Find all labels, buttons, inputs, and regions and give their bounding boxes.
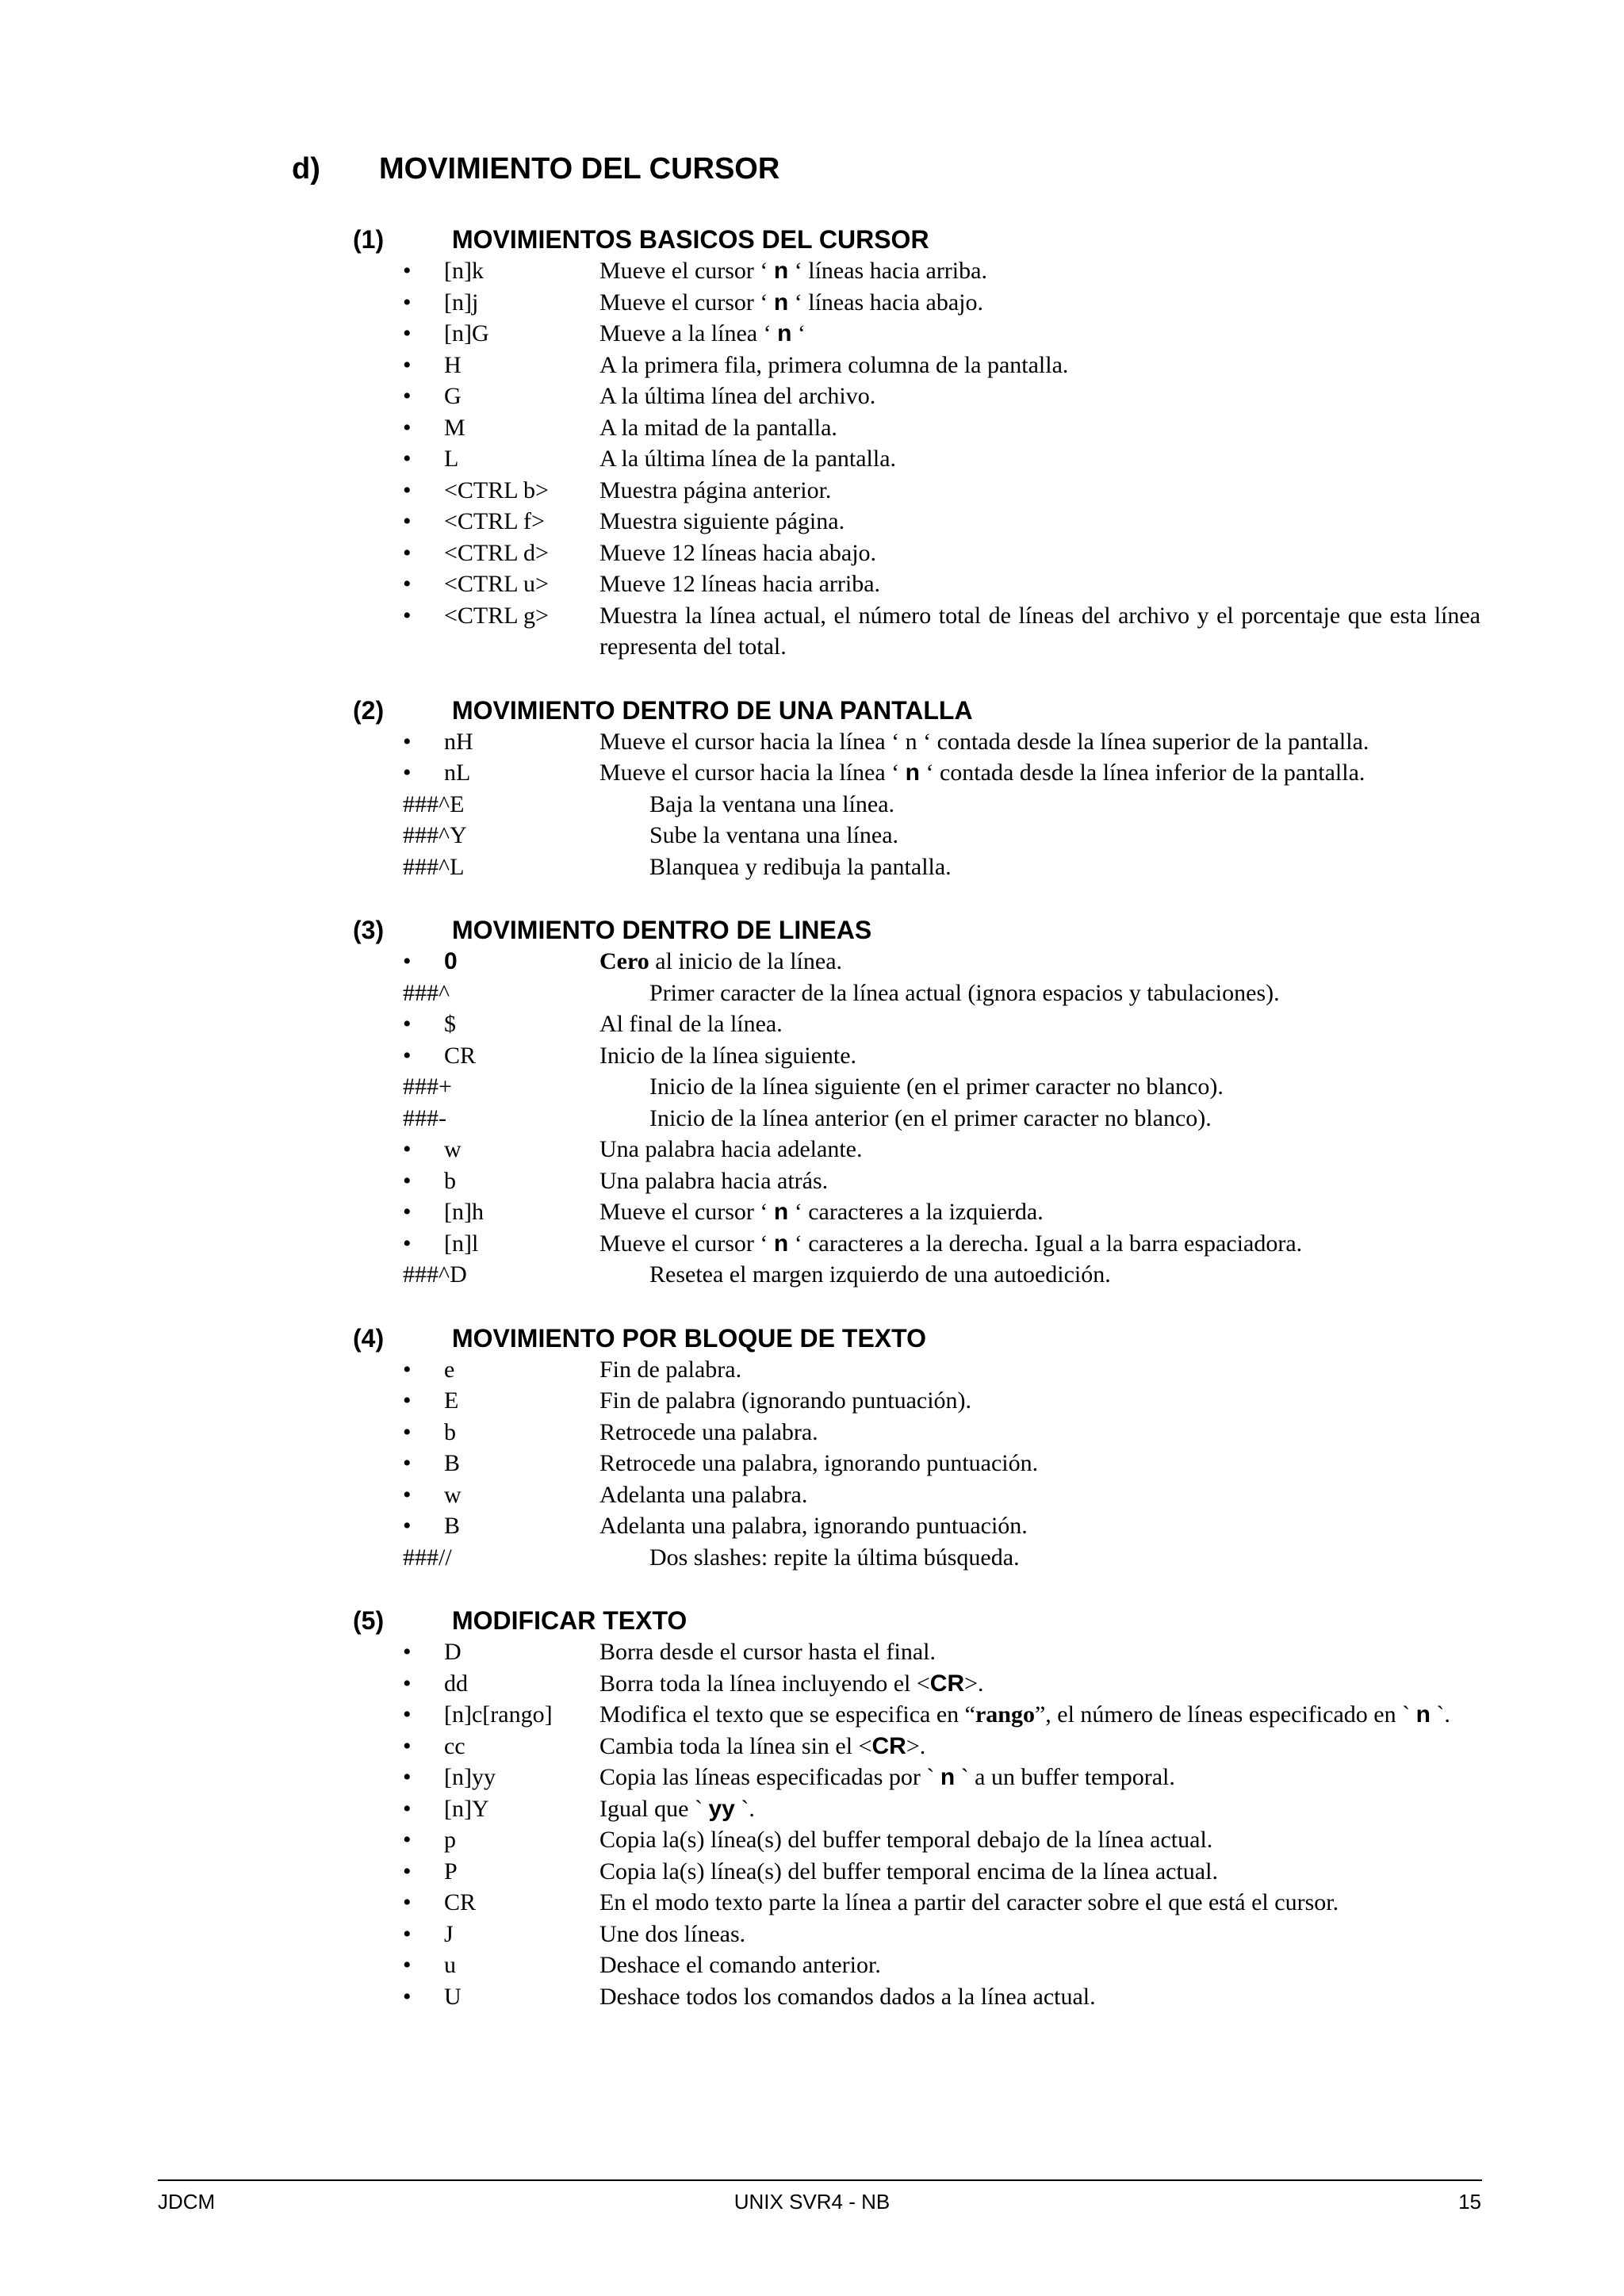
command-row <box>353 757 1480 789</box>
description-text: CR <box>929 1670 965 1697</box>
command-row <box>353 1668 1480 1700</box>
command-key: CR <box>444 1042 477 1069</box>
command-row <box>353 1385 1480 1417</box>
description-text: Borra desde el cursor hasta el final. <box>599 1639 936 1665</box>
command-description <box>599 568 1480 600</box>
description-text: Copia la(s) línea(s) del buffer temporal debajo de la línea actual. <box>599 1827 1213 1853</box>
description-text: n <box>777 320 792 346</box>
command-description <box>599 1668 1480 1700</box>
bullet-icon: • <box>403 1418 412 1445</box>
command-description <box>649 978 1480 1009</box>
command-key: <CTRL f> <box>444 508 545 534</box>
command-row <box>353 726 1480 758</box>
bullet-icon: • <box>403 760 412 786</box>
section-number: (4) <box>353 1323 385 1353</box>
description-text: Fin de palabra. <box>599 1356 742 1383</box>
description-text: ‘ <box>791 320 806 346</box>
command-key: b <box>444 1167 456 1194</box>
section-heading <box>353 1605 1480 1636</box>
command-row <box>353 851 1480 883</box>
command-description <box>599 1824 1480 1856</box>
command-row <box>353 1417 1480 1448</box>
command-description <box>599 600 1480 663</box>
command-description <box>599 538 1480 569</box>
command-row <box>353 1040 1480 1072</box>
command-row <box>353 1071 1480 1103</box>
command-key: <CTRL u> <box>444 571 549 597</box>
command-description <box>649 789 1480 821</box>
command-key: p <box>444 1827 456 1853</box>
section-1 <box>353 224 1480 663</box>
bullet-icon: • <box>403 539 412 566</box>
command-row <box>353 475 1480 507</box>
description-text: n <box>773 258 789 284</box>
description-text: Inicio de la línea anterior (en el primer caracter no blanco). <box>649 1104 1212 1131</box>
description-text: >. <box>964 1670 984 1697</box>
section-number: (3) <box>353 916 385 944</box>
command-key: nL <box>444 760 471 786</box>
content <box>353 224 1480 2044</box>
section-heading <box>353 1322 1480 1354</box>
bullet-icon: • <box>403 1920 412 1947</box>
command-description <box>599 1385 1480 1417</box>
description-text: n <box>773 1199 789 1225</box>
command-row <box>353 1479 1480 1511</box>
command-key: e <box>444 1356 455 1383</box>
description-text: Sube la ventana una línea. <box>649 822 899 848</box>
section-title: MOVIMIENTO POR BLOQUE DE TEXTO <box>452 1323 926 1353</box>
command-description <box>599 287 1480 319</box>
command-description <box>599 1510 1480 1542</box>
command-key: ###// <box>403 1544 452 1571</box>
command-key: H <box>444 351 462 378</box>
bullet-icon: • <box>403 508 412 534</box>
section-5 <box>353 1605 1480 2012</box>
description-text: Inicio de la línea siguiente. <box>599 1042 857 1069</box>
command-key: G <box>444 383 462 409</box>
command-key: b <box>444 1418 456 1445</box>
command-row <box>353 1950 1480 1981</box>
command-key: B <box>444 1450 461 1476</box>
command-row <box>353 538 1480 569</box>
command-description <box>599 350 1480 381</box>
command-row <box>353 568 1480 600</box>
description-text: Adelanta una palabra, ignorando puntuación. <box>599 1513 1028 1539</box>
description-text: A la última línea del archivo. <box>599 383 876 409</box>
description-text: yy <box>708 1795 735 1822</box>
bullet-icon: • <box>403 1889 412 1915</box>
description-text: Mueve el cursor ‘ <box>599 289 774 316</box>
bullet-icon: • <box>403 602 412 629</box>
description-text: ` a un buffer temporal. <box>955 1764 1175 1790</box>
description-text: Mueve a la línea ‘ <box>599 320 778 346</box>
bullet-icon: • <box>403 1387 412 1414</box>
description-text: n <box>1415 1701 1431 1728</box>
command-row <box>353 506 1480 538</box>
command-description <box>599 1731 1480 1762</box>
description-text: Muestra la línea actual, el número total de líneas del archivo y el porcentaje que esta línea representa del total. <box>599 602 1480 660</box>
description-text: ‘ contada desde la línea inferior de la pantalla. <box>919 760 1365 786</box>
command-description <box>599 1040 1480 1072</box>
command-description <box>599 1919 1480 1950</box>
bullet-icon: • <box>403 476 412 503</box>
section-4 <box>353 1322 1480 1574</box>
command-row <box>353 1134 1480 1165</box>
command-key: [n]h <box>444 1199 484 1225</box>
command-key: ###^D <box>403 1261 467 1288</box>
footer-center: UNIX SVR4 - NB <box>733 2190 891 2214</box>
command-key: CR <box>444 1889 477 1915</box>
description-text: Cambia toda la línea sin el < <box>599 1732 872 1759</box>
description-text: Mueve el cursor ‘ <box>599 258 774 284</box>
command-key: [n]k <box>444 258 484 284</box>
heading-label: d) <box>292 152 320 186</box>
description-text: A la última línea de la pantalla. <box>599 446 897 472</box>
description-text: Deshace el comando anterior. <box>599 1952 881 1978</box>
section-3 <box>353 914 1480 1291</box>
command-row <box>353 1165 1480 1197</box>
command-row <box>353 1196 1480 1228</box>
description-text: Deshace todos los comandos dados a la línea actual. <box>599 1983 1096 2010</box>
command-key: [n]c[rango] <box>444 1701 553 1728</box>
description-text: `. <box>1430 1701 1450 1728</box>
bullet-icon: • <box>403 1136 412 1162</box>
command-key: <CTRL b> <box>444 476 549 503</box>
command-key: [n]yy <box>444 1764 496 1790</box>
command-key: cc <box>444 1732 465 1759</box>
description-text: `. <box>734 1795 755 1822</box>
bullet-icon: • <box>403 446 412 472</box>
bullet-icon: • <box>403 320 412 346</box>
description-text: En el modo texto parte la línea a partir del caracter sobre el que está el cursor. <box>599 1889 1339 1915</box>
command-key: [n]G <box>444 320 489 346</box>
description-text: n <box>905 760 920 786</box>
command-description <box>599 255 1480 287</box>
page-heading <box>292 152 779 186</box>
command-key: M <box>444 414 465 441</box>
description-text: Adelanta una palabra. <box>599 1481 808 1508</box>
command-description <box>599 726 1480 758</box>
bullet-icon: • <box>403 1858 412 1885</box>
command-key: ###^ <box>403 979 450 1006</box>
command-row <box>353 1731 1480 1762</box>
command-row <box>353 350 1480 381</box>
command-key: <CTRL g> <box>444 602 549 629</box>
command-description <box>599 1887 1480 1919</box>
command-row <box>353 978 1480 1009</box>
command-description <box>599 757 1480 789</box>
heading-title: MOVIMIENTO DEL CURSOR <box>379 152 780 186</box>
description-text: Primer caracter de la línea actual (ignora espacios y tabulaciones). <box>649 979 1280 1006</box>
command-key: U <box>444 1983 462 2010</box>
bullet-icon: • <box>403 414 412 441</box>
description-text: ‘ líneas hacia arriba. <box>788 258 987 284</box>
command-description <box>649 851 1480 883</box>
section-number: (2) <box>353 695 385 725</box>
command-row <box>353 412 1480 444</box>
bullet-icon: • <box>403 1827 412 1853</box>
description-text: Resetea el margen izquierdo de una autoedición. <box>649 1261 1111 1288</box>
command-key: dd <box>444 1670 468 1697</box>
command-description <box>599 1950 1480 1981</box>
description-text: Mueve el cursor ‘ <box>599 1199 774 1225</box>
bullet-icon: • <box>403 1011 412 1037</box>
description-text: Muestra página anterior. <box>599 476 832 503</box>
description-text: Igual que ` <box>599 1795 709 1822</box>
command-description <box>649 820 1480 851</box>
command-row <box>353 1793 1480 1825</box>
command-row <box>353 1887 1480 1919</box>
command-key: u <box>444 1952 456 1978</box>
command-key: D <box>444 1639 462 1665</box>
command-row <box>353 443 1480 475</box>
command-key: ###^Y <box>403 822 467 848</box>
description-text: n <box>773 289 789 316</box>
description-text: Mueve el cursor hacia la línea ‘ n ‘ contada desde la línea superior de la pantalla. <box>599 728 1369 755</box>
bullet-icon: • <box>403 1481 412 1508</box>
command-description <box>599 1354 1480 1386</box>
bullet-icon: • <box>403 1732 412 1759</box>
command-description <box>599 946 1480 978</box>
command-description <box>599 1417 1480 1448</box>
description-text: Copia las líneas especificadas por ` <box>599 1764 940 1790</box>
bullet-icon: • <box>403 1952 412 1978</box>
command-description <box>599 506 1480 538</box>
description-text: ‘ caracteres a la derecha. Igual a la barra espaciadora. <box>788 1230 1303 1257</box>
command-row <box>353 1919 1480 1950</box>
command-description <box>599 1448 1480 1479</box>
description-text: ”, el número de líneas especificado en ` <box>1034 1701 1416 1728</box>
bullet-icon: • <box>403 1764 412 1790</box>
bullet-icon: • <box>403 1199 412 1225</box>
command-row <box>353 946 1480 978</box>
bullet-icon: • <box>403 1639 412 1665</box>
command-row <box>353 600 1480 663</box>
command-description <box>599 1636 1480 1668</box>
command-description <box>649 1071 1480 1103</box>
command-description <box>599 1856 1480 1888</box>
command-row <box>353 1510 1480 1542</box>
bullet-icon: • <box>403 289 412 316</box>
command-row <box>353 1259 1480 1291</box>
description-text: Borra toda la línea incluyendo el < <box>599 1670 930 1697</box>
bullet-icon: • <box>403 1670 412 1697</box>
bullet-icon: • <box>403 1450 412 1476</box>
command-row <box>353 287 1480 319</box>
bullet-icon: • <box>403 948 412 974</box>
command-row <box>353 820 1480 851</box>
command-row <box>353 789 1480 821</box>
command-description <box>599 443 1480 475</box>
description-text: Una palabra hacia atrás. <box>599 1167 829 1194</box>
section-number: (1) <box>353 225 385 254</box>
bullet-icon: • <box>403 1795 412 1822</box>
command-row <box>353 1981 1480 2013</box>
command-key: w <box>444 1481 462 1508</box>
command-key: w <box>444 1136 462 1162</box>
command-key: B <box>444 1513 461 1539</box>
bullet-icon: • <box>403 383 412 409</box>
command-row <box>353 1103 1480 1135</box>
section-title: MODIFICAR TEXTO <box>452 1606 688 1635</box>
description-text: Modifica el texto que se especifica en “ <box>599 1701 975 1728</box>
command-key: [n]Y <box>444 1795 489 1822</box>
bullet-icon: • <box>403 1356 412 1383</box>
bullet-icon: • <box>403 1042 412 1069</box>
command-description <box>599 412 1480 444</box>
command-row <box>353 1856 1480 1888</box>
command-key: ###^L <box>403 853 465 880</box>
section-heading <box>353 224 1480 255</box>
command-description <box>599 1165 1480 1197</box>
command-description <box>599 381 1480 412</box>
bullet-icon: • <box>403 571 412 597</box>
command-description <box>649 1259 1480 1291</box>
bullet-icon: • <box>403 351 412 378</box>
description-text: Baja la ventana una línea. <box>649 790 895 817</box>
description-text: Copia la(s) línea(s) del buffer temporal encima de la línea actual. <box>599 1858 1218 1885</box>
command-description <box>599 475 1480 507</box>
command-key: nH <box>444 728 473 755</box>
command-row <box>353 1824 1480 1856</box>
page-number: 15 <box>1458 2190 1481 2214</box>
command-key: ###+ <box>403 1073 452 1100</box>
command-description <box>599 1793 1480 1825</box>
command-row <box>353 381 1480 412</box>
description-text: n <box>773 1230 789 1257</box>
bullet-icon: • <box>403 1230 412 1257</box>
command-description <box>599 1228 1480 1260</box>
description-text: Mueve 12 líneas hacia abajo. <box>599 539 877 566</box>
description-text: ‘ caracteres a la izquierda. <box>788 1199 1044 1225</box>
command-description <box>649 1542 1480 1574</box>
description-text: al inicio de la línea. <box>649 948 843 974</box>
command-description <box>599 1762 1480 1793</box>
section-number: (5) <box>353 1606 385 1635</box>
command-key: <CTRL d> <box>444 539 549 566</box>
command-row <box>353 1542 1480 1574</box>
command-description <box>599 318 1480 350</box>
description-text: Dos slashes: repite la última búsqueda. <box>649 1544 1020 1571</box>
command-description <box>649 1103 1480 1135</box>
command-row <box>353 1228 1480 1260</box>
bullet-icon: • <box>403 728 412 755</box>
command-key: P <box>444 1858 458 1885</box>
description-text: A la mitad de la pantalla. <box>599 414 837 441</box>
section-title: MOVIMIENTO DENTRO DE UNA PANTALLA <box>452 695 973 725</box>
footer-left: JDCM <box>158 2190 216 2214</box>
section-title: MOVIMIENTO DENTRO DE LINEAS <box>452 916 872 944</box>
description-text: n <box>940 1764 956 1790</box>
footer-divider <box>158 2179 1482 2181</box>
section-2 <box>353 695 1480 883</box>
command-description <box>599 1008 1480 1040</box>
command-row <box>353 318 1480 350</box>
command-description <box>599 1699 1480 1731</box>
description-text: Al final de la línea. <box>599 1011 783 1037</box>
description-text: Mueve 12 líneas hacia arriba. <box>599 571 881 597</box>
command-key: ###^E <box>403 790 465 817</box>
description-text: Una palabra hacia adelante. <box>599 1136 863 1162</box>
description-text: rango <box>975 1701 1035 1728</box>
command-description <box>599 1479 1480 1511</box>
description-text: Inicio de la línea siguiente (en el primer caracter no blanco). <box>649 1073 1224 1100</box>
section-heading <box>353 914 1480 946</box>
command-row <box>353 1699 1480 1731</box>
description-text: Cero <box>599 948 649 974</box>
command-key: 0 <box>444 948 458 974</box>
command-key: J <box>444 1920 454 1947</box>
command-description <box>599 1196 1480 1228</box>
command-key: [n]j <box>444 289 479 316</box>
command-row <box>353 1636 1480 1668</box>
command-key: ###- <box>403 1104 446 1131</box>
bullet-icon: • <box>403 258 412 284</box>
command-key: [n]l <box>444 1230 479 1257</box>
description-text: A la primera fila, primera columna de la pantalla. <box>599 351 1069 378</box>
description-text: >. <box>906 1732 926 1759</box>
command-row <box>353 1448 1480 1479</box>
description-text: Retrocede una palabra, ignorando puntuación. <box>599 1450 1039 1476</box>
description-text: Fin de palabra (ignorando puntuación). <box>599 1387 972 1414</box>
command-key: $ <box>444 1011 456 1037</box>
command-key: L <box>444 446 459 472</box>
command-description <box>599 1981 1480 2013</box>
description-text: Mueve el cursor ‘ <box>599 1230 774 1257</box>
description-text: Mueve el cursor hacia la línea ‘ <box>599 760 906 786</box>
command-row <box>353 1008 1480 1040</box>
section-title: MOVIMIENTOS BASICOS DEL CURSOR <box>452 225 929 254</box>
description-text: CR <box>871 1732 906 1759</box>
bullet-icon: • <box>403 1167 412 1194</box>
description-text: Blanquea y redibuja la pantalla. <box>649 853 952 880</box>
command-row <box>353 255 1480 287</box>
command-row <box>353 1354 1480 1386</box>
command-key: E <box>444 1387 459 1414</box>
command-row <box>353 1762 1480 1793</box>
description-text: Retrocede una palabra. <box>599 1418 818 1445</box>
bullet-icon: • <box>403 1513 412 1539</box>
bullet-icon: • <box>403 1983 412 2010</box>
bullet-icon: • <box>403 1701 412 1728</box>
description-text: Muestra siguiente página. <box>599 508 845 534</box>
section-heading <box>353 695 1480 726</box>
description-text: Une dos líneas. <box>599 1920 746 1947</box>
description-text: ‘ líneas hacia abajo. <box>788 289 983 316</box>
command-description <box>599 1134 1480 1165</box>
